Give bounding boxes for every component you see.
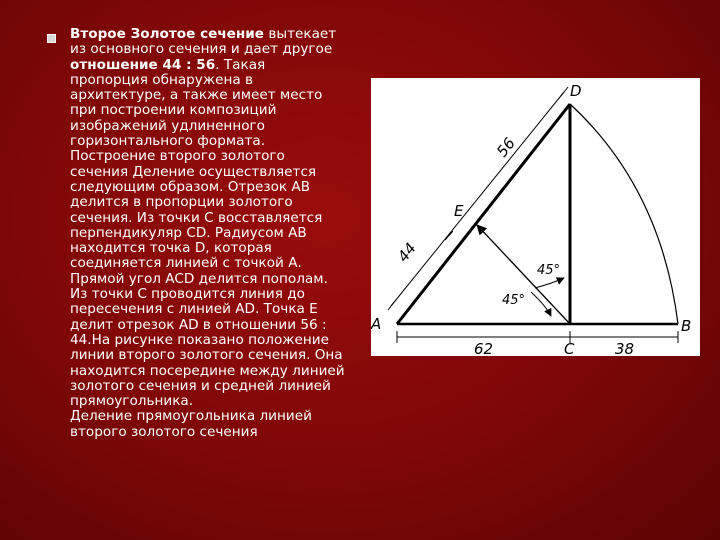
label-angle-upper: 45° (537, 263, 561, 278)
label-angle-lower: 45° (502, 293, 526, 308)
diagram-labels (371, 82, 691, 356)
label-point-c: C (564, 340, 575, 356)
text-line-11: следующим образом. Отрезок АВ (70, 178, 311, 195)
text-line-12: делится в пропорции золотого (70, 194, 293, 211)
text-line-17: Прямой угол ACD делится пополам. (70, 270, 328, 287)
text-line-21: 44.На рисунке показано положение (70, 331, 329, 348)
text-line-22: линии второго золотого сечения. Она (70, 347, 343, 364)
text-line-19: пересечения с линией AD. Точка Е (70, 301, 318, 318)
text-line-13: сечения. Из точки С восставляется (70, 209, 323, 226)
text-line-8: горизонтального формата. (70, 133, 266, 150)
bullet-text (70, 27, 390, 440)
bold-title: Второе Золотое сечение (70, 26, 265, 42)
label-segment-cb: 38 (615, 340, 635, 356)
bullet-square-icon (47, 34, 56, 43)
text-line-24: золотого сечения и средней линией (70, 377, 331, 394)
angle-arc-lower (531, 292, 551, 316)
text-line-16: соединяется линией с точкой А. (70, 255, 302, 272)
text-line-27: второго золотого сечения (70, 423, 258, 440)
diagram-lines (388, 87, 678, 343)
label-segment-ae: 44 (393, 239, 420, 266)
label-segment-ac: 62 (474, 340, 494, 356)
text-line-2: из основного сечения и дает другое (70, 41, 333, 58)
text-line-4: пропорция обнаружена в (70, 71, 254, 88)
text-line-25: прямоугольника. (70, 393, 194, 410)
text-line-5: архитектуре, а также имеет место (70, 87, 323, 104)
text-line-10: сечения Деление осуществляется (70, 163, 317, 180)
text-line-6: при построении композиций (70, 102, 277, 119)
text-line-7: изображений удлиненного (70, 117, 265, 134)
label-segment-ed: 56 (492, 134, 519, 161)
angle-arc-upper (535, 278, 564, 288)
text-line-18: Из точки С проводится линия до (70, 286, 305, 303)
dimension-tick-d (561, 87, 568, 96)
text-line-3: отношение 44 : 56. Такая (70, 56, 266, 73)
bold-ratio: отношение 44 : 56 (70, 56, 216, 73)
text-line-20: делит отрезок AD в отношении 56 : (70, 316, 327, 333)
label-point-d: D (570, 82, 582, 100)
radius-arc (570, 104, 678, 324)
diagram-svg (371, 78, 700, 356)
label-point-b: B (681, 317, 692, 335)
text-line-23: находится посередине между линией (70, 362, 345, 379)
text-line-15: находится точка D, которая (70, 240, 272, 257)
hypotenuse-ad (397, 104, 570, 324)
text-line-9: Построение второго золотого (70, 148, 285, 165)
text-line-1: Второе Золотое сечение вытекает (70, 26, 337, 42)
dimension-tick-e (445, 231, 453, 240)
label-point-a: A (371, 315, 382, 333)
dimension-tick-a (388, 301, 395, 310)
text-line-26: Деление прямоугольника линией (70, 408, 312, 425)
label-point-e: E (454, 202, 464, 220)
text-line-14: перпендикуляр CD. Радиусом АВ (70, 224, 307, 241)
golden-section-diagram (371, 78, 700, 356)
